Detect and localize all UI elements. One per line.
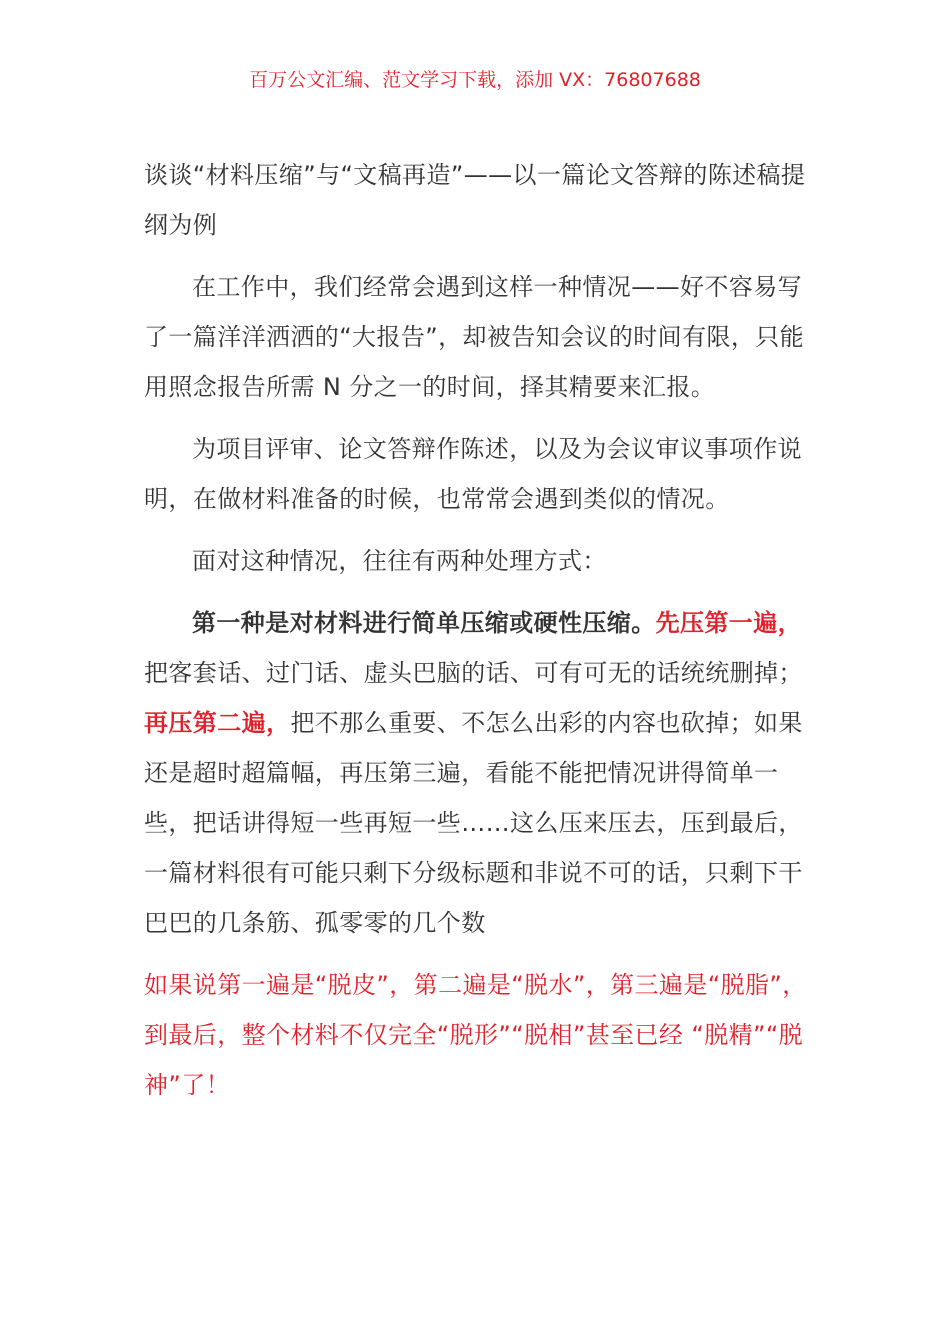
- first-method-lead: 第一种是对材料进行简单压缩或硬性压缩。: [192, 609, 656, 637]
- paragraph-intro: 在工作中，我们经常会遇到这样一种情况——好不容易写了一篇洋洋洒洒的“大报告”，却被告知会议的时间有限，只能用照念报告所需 N 分之一的时间，择其精要来汇报。: [144, 273, 805, 401]
- first-pass-text: 把客套话、过门话、虚头巴脑的话、可有可无的话统统删掉；: [144, 659, 803, 687]
- paragraph-two-methods: 面对这种情况，往往有两种处理方式：: [192, 547, 607, 575]
- second-pass-text: 把不那么重要、不怎么出彩的内容也砍掉；如果还是超时超篇幅，再压第三遍，看能不能把情况讲得简单一些，把话讲得短一些再短一些……这么压来压去，压到最后，一篇材料很有可能只剩下分级标题和非说不可的话，只剩下干巴巴的几条筋、孤零零的几个数: [144, 709, 803, 937]
- second-pass-label: 再压第二遍，: [144, 709, 291, 737]
- document-title: 谈谈“材料压缩”与“文稿再造”——以一篇论文答辩的陈述稿提纲为例: [144, 161, 806, 239]
- page-header-watermark: 百万公文汇编、范文学习下载，添加 VX：76807688: [249, 69, 701, 91]
- document-body: [144, 150, 808, 1110]
- paragraph-situation: 为项目评审、论文答辩作陈述，以及为会议审议事项作说明，在做材料准备的时候，也常常会遇到类似的情况。: [144, 435, 802, 513]
- paragraph-conclusion: 如果说第一遍是“脱皮”，第二遍是“脱水”，第三遍是“脱脂”，到最后，整个材料不仅完全“脱形”“脱相”甚至已经 “脱精”“脱神”了！: [144, 971, 807, 1099]
- paragraph-first-method: [144, 598, 808, 948]
- first-pass-label: 先压第一遍，: [655, 609, 803, 637]
